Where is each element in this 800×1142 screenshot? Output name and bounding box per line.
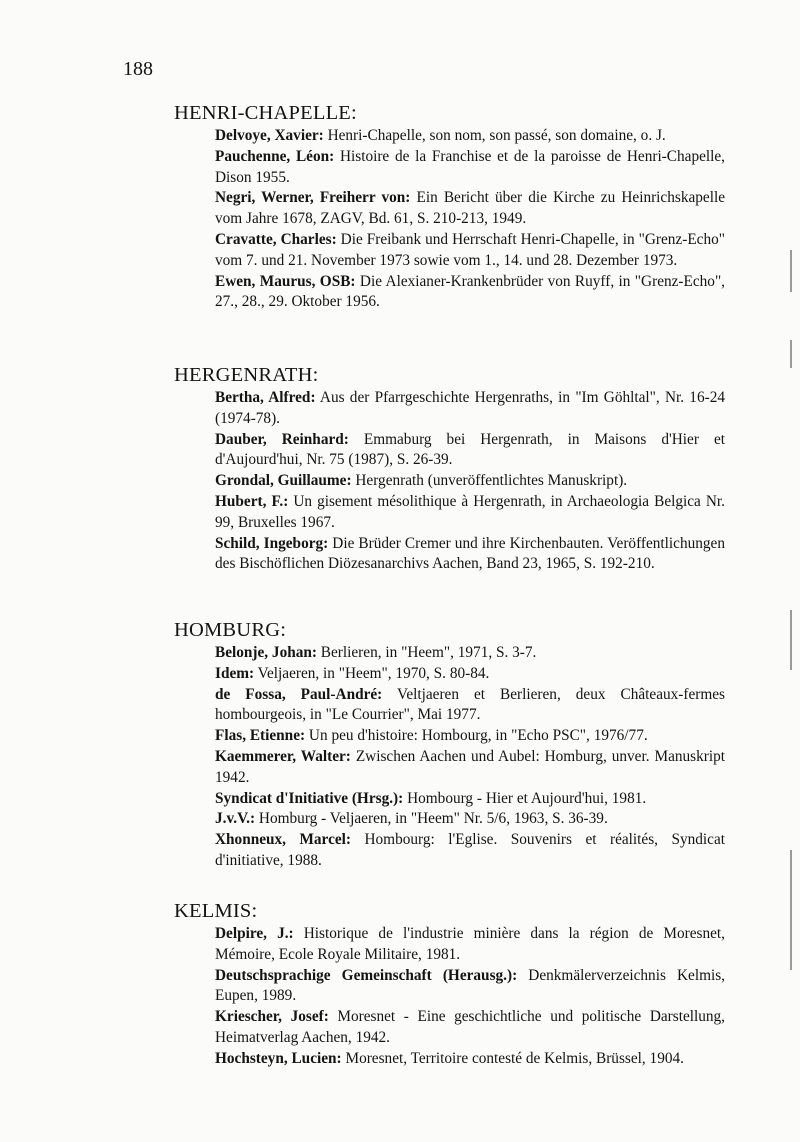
entry-list — [215, 643, 725, 872]
entry-author: Belonje, Johan: — [215, 644, 317, 661]
section-heading: HENRI-CHAPELLE: — [174, 102, 357, 124]
entry-author: Syndicat d'Initiative (Hrsg.): — [215, 789, 404, 807]
bibliography-entry — [215, 726, 725, 747]
bibliography-entry — [215, 809, 725, 830]
entry-author: Flas, Etienne: — [215, 727, 306, 745]
scan-edge-mark — [790, 340, 792, 368]
entry-author: Negri, Werner, Freiherr von: — [215, 189, 411, 207]
entry-author: Hochsteyn, Lucien: — [215, 1049, 342, 1067]
bibliography-entry — [215, 126, 725, 147]
entry-list — [215, 924, 725, 1070]
entry-list — [215, 126, 725, 313]
bibliography-entry — [215, 471, 725, 492]
entry-text: Aus der Pfarrgeschichte Hergenraths, in "Im Göhltal", Nr. 16-24 (1974-78). — [215, 389, 725, 427]
entry-text: Denkmälerverzeichnis Kelmis, Eupen, 1989. — [215, 966, 726, 1005]
entry-text: Homburg - Veljaeren, in "Heem" Nr. 5/6, 1963, S. 36-39. — [255, 810, 608, 828]
entry-text: Histoire de la Franchise et de la paroisse de Henri-Chapelle, Dison 1955. — [215, 147, 726, 186]
bibliography-entry — [215, 1007, 725, 1049]
entry-author: Dauber, Reinhard: — [215, 430, 349, 448]
entry-author: Kaemmerer, Walter: — [215, 747, 351, 765]
entry-text: Henri-Chapelle, son nom, son passé, son domaine, o. J. — [323, 127, 666, 144]
section-heading: HERGENRATH: — [174, 364, 319, 386]
entry-author: Schild, Ingeborg: — [215, 534, 329, 552]
entry-text: Veltjaeren et Berlieren, deux Châteaux-fermes hombourgeois, in "Le Courrier", Mai 1977. — [215, 685, 725, 724]
section-henri-chapelle — [174, 100, 725, 313]
entry-text: Hergenrath (unveröffentlichtes Manuskript). — [351, 472, 628, 490]
bibliography-entry — [215, 789, 725, 810]
bibliography-entry — [215, 643, 725, 664]
entry-text: Berlieren, in "Heem", 1971, S. 3-7. — [316, 644, 537, 661]
bibliography-entry — [215, 230, 725, 272]
entry-text: Moresnet - Eine geschichtliche und politische Darstellung, Heimatverlag Aachen, 1942. — [215, 1008, 726, 1046]
entry-author: Deutschsprachige Gemeinschaft (Herausg.): — [215, 966, 518, 984]
bibliography-entry — [215, 388, 725, 430]
bibliography-entry — [215, 430, 725, 472]
bibliography-entry — [215, 966, 725, 1008]
scan-edge-mark — [790, 850, 792, 970]
entry-author: Kriescher, Josef: — [215, 1008, 329, 1026]
entry-author: Idem: — [215, 664, 255, 682]
bibliography-entry — [215, 188, 725, 230]
bibliography-entry — [215, 685, 725, 727]
entry-author: de Fossa, Paul-André: — [215, 685, 383, 703]
bibliography-entry — [215, 747, 725, 789]
entry-author: Pauchenne, Léon: — [215, 147, 335, 165]
page-number: 188 — [123, 58, 153, 80]
entry-author: J.v.V.: — [215, 810, 256, 828]
entry-author: Xhonneux, Marcel: — [215, 831, 351, 849]
bibliography-entry — [215, 272, 725, 314]
entry-text: Veljaeren, in "Heem", 1970, S. 80-84. — [254, 664, 490, 682]
entry-text: Moresnet, Territoire contesté de Kelmis, Brüssel, 1904. — [341, 1049, 684, 1067]
bibliography-entry — [215, 147, 725, 189]
entry-author: Ewen, Maurus, OSB: — [215, 272, 356, 290]
entry-text: Historique de l'industrie minière dans la région de Moresnet, Mémoire, Ecole Royale Militaire, 1981. — [215, 925, 725, 963]
bibliography-entry — [215, 492, 725, 534]
entry-text: Un gisement mésolithique à Hergenrath, in Archaeologia Belgica Nr. 99, Bruxelles 1967. — [215, 492, 725, 531]
entry-author: Delpire, J.: — [215, 925, 294, 942]
entry-author: Grondal, Guillaume: — [215, 472, 352, 490]
entry-author: Hubert, F.: — [215, 492, 289, 510]
entry-text: Die Alexianer-Krankenbrüder von Ruyff, in "Grenz-Echo", 27., 28., 29. Oktober 1956. — [215, 272, 726, 311]
entry-list — [215, 388, 725, 575]
entry-text: Un peu d'histoire: Hombourg, in "Echo PSC", 1976/77. — [305, 727, 648, 745]
section-heading: HOMBURG: — [174, 619, 287, 641]
section-heading: KELMIS: — [174, 900, 258, 922]
entry-text: Hombourg - Hier et Aujourd'hui, 1981. — [403, 789, 647, 807]
entry-text: Ein Bericht über die Kirche zu Heinrichskapelle vom Jahre 1678, ZAGV, Bd. 61, S. 210-213, 1949. — [215, 189, 725, 228]
entry-text: Hombourg: l'Eglise. Souvenirs et réalités, Syndicat d'initiative, 1988. — [215, 831, 725, 869]
section-homburg — [174, 617, 725, 872]
entry-text: Emmaburg bei Hergenrath, in Maisons d'Hier et d'Aujourd'hui, Nr. 75 (1987), S. 26-39. — [215, 430, 725, 469]
entry-author: Cravatte, Charles: — [215, 230, 337, 248]
entry-author: Delvoye, Xavier: — [215, 127, 324, 144]
entry-text: Zwischen Aachen und Aubel: Homburg, unver. Manuskript 1942. — [215, 747, 725, 786]
bibliography-entry — [215, 924, 725, 966]
entry-text: Die Freibank und Herrschaft Henri-Chapelle, in "Grenz-Echo" vom 7. und 21. November 1973 sowie vom 1., 14. und 28. Dezember 1973. — [215, 230, 725, 269]
bibliography-entry — [215, 534, 725, 576]
scan-edge-mark — [790, 610, 792, 670]
entry-author: Bertha, Alfred: — [215, 389, 316, 406]
section-kelmis — [174, 898, 725, 1070]
bibliography-entry — [215, 1049, 725, 1070]
section-hergenrath — [174, 362, 725, 575]
bibliography-entry — [215, 664, 725, 685]
bibliography-entry — [215, 830, 725, 872]
entry-text: Die Brüder Cremer und ihre Kirchenbauten. Veröffentlichungen des Bischöflichen Diözesanarchivs Aachen, Band 23, 1965, S. 192-210. — [215, 534, 725, 573]
scan-edge-mark — [790, 250, 792, 292]
